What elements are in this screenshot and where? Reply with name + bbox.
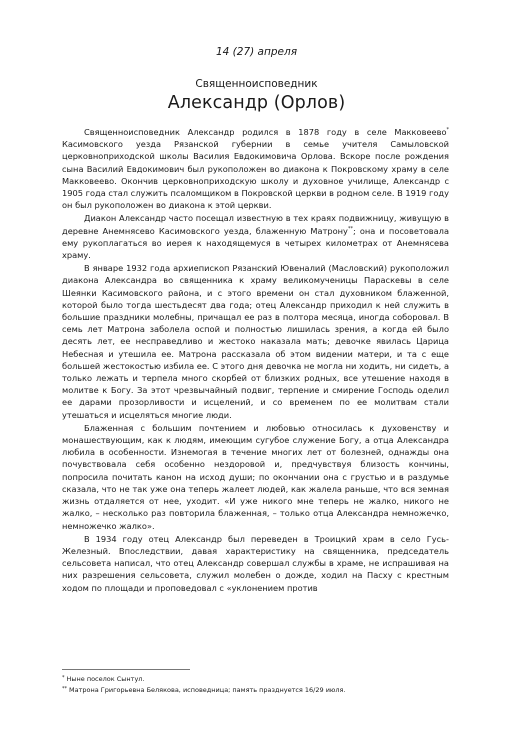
body-paragraph xyxy=(62,126,449,211)
paragraph-text: Священноисповедник Александр родился в 1878 году в селе Макковеево xyxy=(84,127,447,137)
body-paragraph xyxy=(62,422,449,532)
feast-date: 14 (27) апреля xyxy=(215,46,298,58)
body-paragraph xyxy=(62,212,449,261)
footnote-reference: * xyxy=(446,127,449,133)
body-paragraph xyxy=(62,533,449,594)
footnote-mark: * xyxy=(62,675,65,681)
footnote-text: Ныне поселок Сынтул. xyxy=(66,675,145,683)
paragraph-text: Диакон Александр часто посещал известную в тех краях подвижницу, живущую в деревне Анемнясево Касимовского уезда, блаженную Матрону xyxy=(62,213,449,236)
document-body xyxy=(62,126,449,595)
paragraph-text: Блаженная с большим почтением и любовью относилась к духовенству и монашествующим, как к людям, имеющим сугубое служение Богу, а отца Александра любила в особенности. Изнемогая в течение многих лет от болезней, однажды она почувствовала себя особенно нездоровой и, предчувствуя близость кончины, попросила почитать канон на исход души; по окончании она с грустью и в раздумье сказала, что не так уже она теперь жалеет людей, как жалела раньше, что вся земная жизнь отдаляется от нее, уходит. «И уже никого мне теперь не жалко, никого не жалко, – несколько раз повторила блаженная, – только отца Александра немножечко, немножечко жалко». xyxy=(62,422,449,531)
saint-rank: Священноисповедник xyxy=(195,78,318,90)
saint-name-title: Александр (Орлов) xyxy=(167,93,346,113)
paragraph-text: Касимовского уезда Рязанской губернии в семье учителя Самыловской церковноприходской школы Василия Евдокимовича Орлова. Вскоре после рождения сына Василий Евдокимович был рукоположен во диакона к Покровскому храму в селе Макковеево. Окончив церковноприходскую школу и духовное училище, Александр с 1905 года стал служить псаломщиком в Покровской церкви в родном селе. В 1919 году он был рукоположен во диакона к этой церкви. xyxy=(62,139,449,211)
footnote-item xyxy=(62,685,449,696)
body-paragraph xyxy=(62,262,449,421)
footnote-divider xyxy=(62,669,190,670)
footnote-reference: ** xyxy=(347,225,353,232)
paragraph-text: ; она и посоветовала ему рукоплагаться во иерея к находящемуся в четырех километрах от Анемнясева храму. xyxy=(62,225,449,261)
footnote-mark: ** xyxy=(62,686,67,692)
paragraph-text: В январе 1932 года архиепископ Рязанский Ювеналий (Масловский) рукоположил диакона Александра во священника к храму великомученицы Параскевы в селе Шеянки Касимовского района, и с этого времени он стал духовником блаженной, которой было тогда шестьдесят два года; отец Александр приходил к ней служить в большие праздники молебны, причащал ее раз в полтора месяца, иногда соборовал. В семь лет Матрона заболела оспой и полностью лишилась зрения, а когда ей было десять лет, ее несправедливо и жестоко наказала мать; девочке явилась Царица Небесная и утешила ее. Матрона рассказала об этом видении матери, и та с еще большей жестокостью избила ее. С этого дня девочка не могла ни ходить, ни сидеть, а только лежать и терпела много скорбей от близких родных, все утешение находя в молитве к Богу. За этот чрезвычайный подвиг, терпение и смирение Господь оделил ее дарами прозорливости и исцелений, и со временем по ее молитвам стали утешаться и исцеляться многие люди. xyxy=(62,263,449,420)
paragraph-text: В 1934 году отец Александр был переведен в Троицкий храм в село Гусь-Железный. Впоследствии, давая характеристику на священника, председатель сельсовета написал, что отец Александр совершал службы в храме, не испрашивая на них разрешения сельсовета, служил молебен о дожде, ходил на Пасху с крестным ходом по площади и проповедовал с «уклонением против xyxy=(62,533,449,593)
footnote-text: Матрона Григорьевна Белякова, исповедница; память празднуется 16/29 июля. xyxy=(69,686,346,694)
footnotes xyxy=(62,674,449,696)
footnote-item xyxy=(62,674,449,685)
